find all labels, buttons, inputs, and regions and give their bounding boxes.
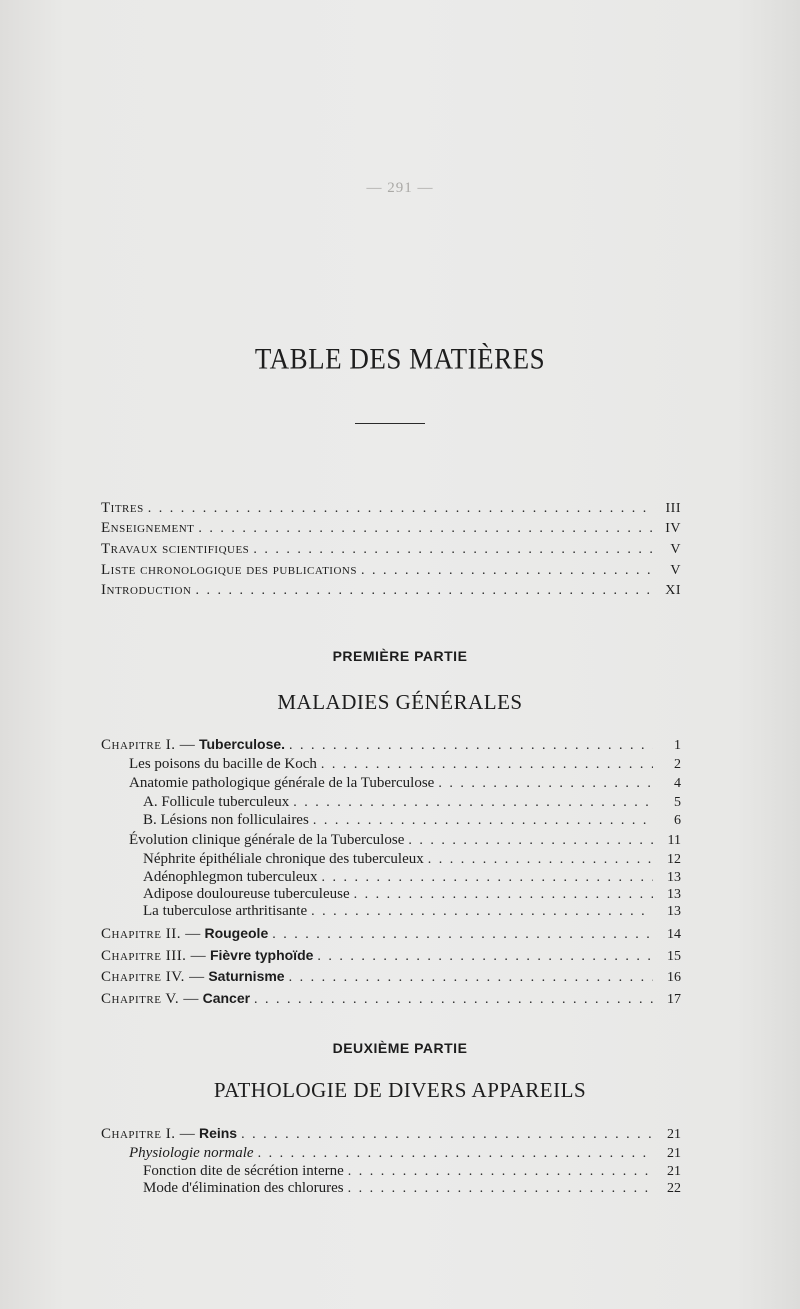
dot-leader	[198, 521, 653, 537]
toc-page: 15	[667, 949, 681, 964]
chapter-prefix: Chapitre I. —	[101, 737, 196, 753]
chapter-prefix: Chapitre I. —	[101, 1126, 196, 1142]
toc-page: 17	[667, 992, 681, 1007]
toc-chapter	[101, 925, 681, 945]
dot-leader	[438, 776, 653, 792]
dot-leader	[313, 813, 653, 829]
toc-label: Rougeole	[204, 925, 269, 941]
dot-leader	[354, 887, 653, 903]
chapter-prefix: Chapitre III. —	[101, 948, 207, 964]
toc-entry-introduction	[101, 582, 681, 602]
dot-leader	[289, 738, 653, 754]
dot-leader	[348, 1164, 653, 1180]
toc-label: B. Lésions non folliculaires	[143, 812, 309, 828]
toc-chapter	[101, 968, 681, 988]
toc-entry-titres	[101, 500, 681, 520]
toc-chapter	[101, 947, 681, 967]
toc-page: V	[670, 563, 681, 578]
dot-leader	[293, 795, 653, 811]
dot-leader	[241, 1127, 653, 1143]
toc-entry-travaux	[101, 541, 681, 561]
dot-leader	[408, 833, 653, 849]
toc-entry	[129, 756, 681, 776]
toc-label: Liste chronologique des publications	[101, 562, 357, 578]
toc-label: Fièvre typhoïde	[209, 947, 314, 963]
toc-page: 5	[674, 795, 681, 810]
toc-label: Adipose douloureuse tuberculeuse	[143, 886, 350, 902]
toc-label: Enseignement	[101, 520, 195, 536]
dot-leader	[195, 583, 653, 599]
section-title: MALADIES GÉNÉRALES	[277, 690, 523, 714]
toc-label: A. Follicule tuberculeux	[143, 794, 290, 810]
title-divider	[355, 423, 425, 424]
toc-entry	[143, 1180, 681, 1200]
toc-label: Néphrite épithéliale chronique des tuberculeux	[143, 851, 424, 867]
toc-label: Adénophlegmon tuberculeux	[143, 869, 318, 885]
dot-leader	[322, 870, 653, 886]
toc-label: Physiologie normale	[129, 1145, 254, 1161]
dot-leader	[253, 542, 653, 558]
toc-label: Tuberculose.	[198, 736, 286, 752]
toc-page: 13	[667, 904, 681, 919]
dot-leader	[289, 970, 653, 986]
toc-entry-liste	[101, 562, 681, 582]
dot-leader	[348, 1181, 653, 1197]
dot-leader	[311, 904, 653, 920]
toc-label: Les poisons du bacille de Koch	[129, 756, 317, 772]
toc-page: 21	[667, 1164, 681, 1179]
toc-page: 6	[674, 813, 681, 828]
toc-page: 12	[667, 852, 681, 867]
toc-chapter	[101, 736, 681, 756]
toc-page: 4	[674, 776, 681, 791]
dot-leader	[148, 501, 653, 517]
toc-label: Fonction dite de sécrétion interne	[143, 1163, 344, 1179]
toc-label: Mode d'élimination des chlorures	[143, 1180, 344, 1196]
toc-page: 21	[667, 1146, 681, 1161]
toc-page: 13	[667, 870, 681, 885]
toc-entry	[143, 851, 681, 871]
toc-page: V	[670, 542, 681, 557]
chapter-prefix: Chapitre II. —	[101, 926, 201, 942]
dot-leader	[258, 1146, 653, 1162]
toc-entry	[143, 903, 681, 923]
toc-page: 14	[667, 927, 681, 942]
toc-label: Travaux scientifiques	[101, 541, 250, 557]
dot-leader	[428, 852, 653, 868]
section-title: PATHOLOGIE DE DIVERS APPAREILS	[213, 1078, 587, 1102]
toc-entry	[129, 775, 681, 795]
part-heading: DEUXIÈME PARTIE	[332, 1040, 468, 1056]
toc-page: 21	[667, 1127, 681, 1142]
toc-label: Reins	[198, 1125, 238, 1141]
dot-leader	[254, 992, 653, 1008]
toc-label: Introduction	[101, 582, 192, 598]
chapter-prefix: Chapitre IV. —	[101, 969, 205, 985]
toc-page: 16	[667, 970, 681, 985]
toc-chapter	[101, 990, 681, 1010]
toc-label: Cancer	[202, 990, 251, 1006]
dot-leader	[361, 563, 653, 579]
toc-page: 13	[667, 887, 681, 902]
toc-page: 2	[674, 757, 681, 772]
toc-entry	[129, 1145, 681, 1165]
toc-page: 11	[667, 833, 681, 848]
chapter-prefix: Chapitre V. —	[101, 991, 199, 1007]
dot-leader	[272, 927, 653, 943]
toc-label: Titres	[101, 500, 144, 516]
toc-page: III	[665, 501, 681, 516]
toc-entry	[129, 832, 681, 852]
page-number: — 291 —	[366, 180, 434, 196]
toc-page: IV	[665, 521, 681, 536]
toc-page: 1	[674, 738, 681, 753]
toc-page: XI	[665, 583, 681, 598]
toc-entry	[143, 812, 681, 832]
toc-label: Évolution clinique générale de la Tuberculose	[129, 832, 405, 848]
dot-leader	[321, 757, 653, 773]
toc-label: La tuberculose arthritisante	[143, 903, 308, 919]
page-title: TABLE DES MATIÈRES	[254, 342, 546, 376]
dot-leader	[317, 949, 653, 965]
toc-page: 22	[667, 1181, 681, 1196]
toc-entry	[143, 794, 681, 814]
toc-label: Anatomie pathologique générale de la Tuberculose	[129, 775, 435, 791]
toc-label: Saturnisme	[208, 968, 285, 984]
toc-chapter	[101, 1125, 681, 1145]
toc-entry-enseignement	[101, 520, 681, 540]
part-heading: PREMIÈRE PARTIE	[332, 648, 468, 664]
